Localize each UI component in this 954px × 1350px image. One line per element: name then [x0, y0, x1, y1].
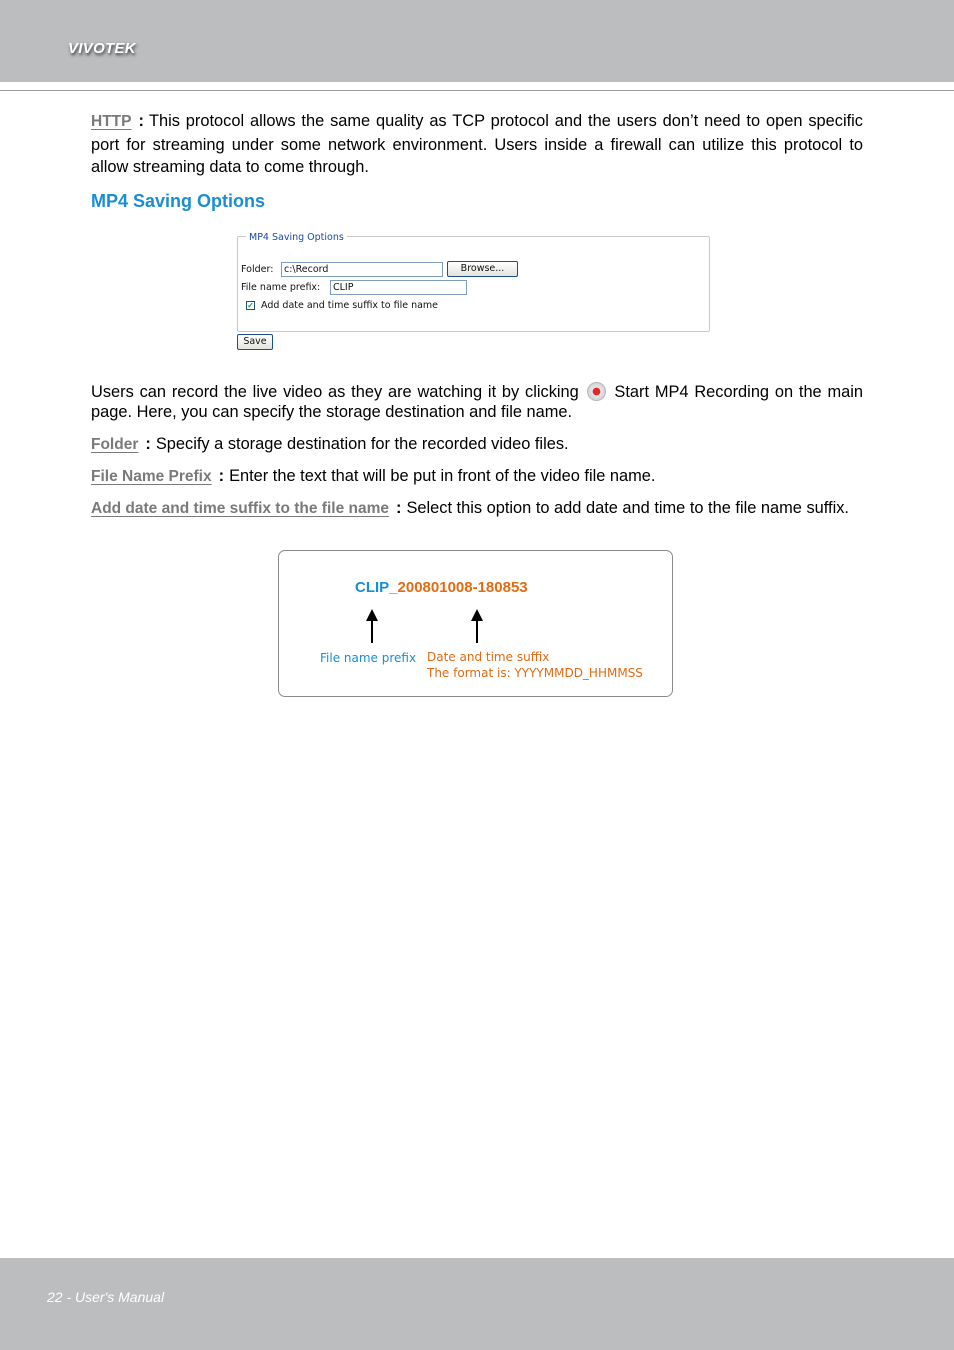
filename-diagram — [278, 550, 673, 697]
folder-label: Folder: — [241, 264, 274, 275]
colon: : — [138, 112, 144, 130]
suffix-arrow-icon — [470, 609, 484, 645]
header-divider — [0, 90, 954, 91]
prefix-label: File name prefix: — [241, 282, 321, 293]
definition-text: Select this option to add date and time to the file name suffix. — [406, 499, 849, 517]
page-footer — [0, 1258, 954, 1350]
suffix-checkbox[interactable]: ✓ — [247, 301, 254, 310]
mp4-options-fieldset — [237, 232, 710, 332]
format-caption: The format is: YYYYMMDD_HHMMSS — [427, 666, 643, 680]
colon: : — [145, 435, 151, 453]
example-filename — [355, 579, 528, 596]
definition-file-name-prefix — [91, 465, 863, 489]
definition-term: Folder — [91, 436, 139, 453]
definition-date-suffix — [91, 497, 863, 521]
definition-term: File Name Prefix — [91, 468, 212, 485]
prefix-arrow-icon — [365, 609, 379, 645]
page-number: 22 - User's Manual — [47, 1289, 165, 1305]
fieldset-legend: MP4 Saving Options — [246, 232, 347, 243]
http-description: This protocol allows the same quality as TCP protocol and the users don’t need to open specific port for streaming under some network environment. Users inside a firewall can utilize this protocol to allow streaming data to come through. — [91, 112, 863, 176]
filename-suffix: 200801008-180853 — [397, 579, 528, 596]
suffix-caption: Date and time suffix — [427, 650, 550, 664]
colon: : — [218, 467, 225, 485]
prefix-caption: File name prefix — [320, 651, 417, 665]
http-term: HTTP — [91, 113, 132, 130]
suffix-checkbox-label: Add date and time suffix to file name — [261, 300, 439, 311]
browse-button[interactable]: Browse... — [447, 261, 518, 277]
record-icon — [587, 382, 606, 401]
definition-folder — [91, 433, 863, 457]
filename-prefix: CLIP_ — [355, 579, 398, 596]
definition-text: Enter the text that will be put in front of the video file name. — [229, 467, 656, 485]
intro-text-before: Users can record the live video as they are watching it by clicking — [91, 383, 579, 401]
definition-term: Add date and time suffix to the file name — [91, 500, 389, 517]
save-button[interactable]: Save — [237, 334, 273, 350]
colon: : — [395, 499, 402, 517]
brand-logo: VIVOTEK — [68, 40, 136, 57]
intro-text-after: Start MP4 Recording on the main page. Here, you can specify the storage destination and file name. — [91, 383, 863, 421]
folder-input[interactable]: c:\Record — [281, 262, 443, 277]
section-heading: MP4 Saving Options — [91, 191, 266, 211]
page-header — [0, 0, 954, 82]
definition-text: Specify a storage destination for the recorded video files. — [155, 435, 569, 453]
http-paragraph — [91, 110, 863, 179]
prefix-input[interactable]: CLIP — [330, 280, 467, 295]
intro-paragraph — [91, 382, 863, 422]
